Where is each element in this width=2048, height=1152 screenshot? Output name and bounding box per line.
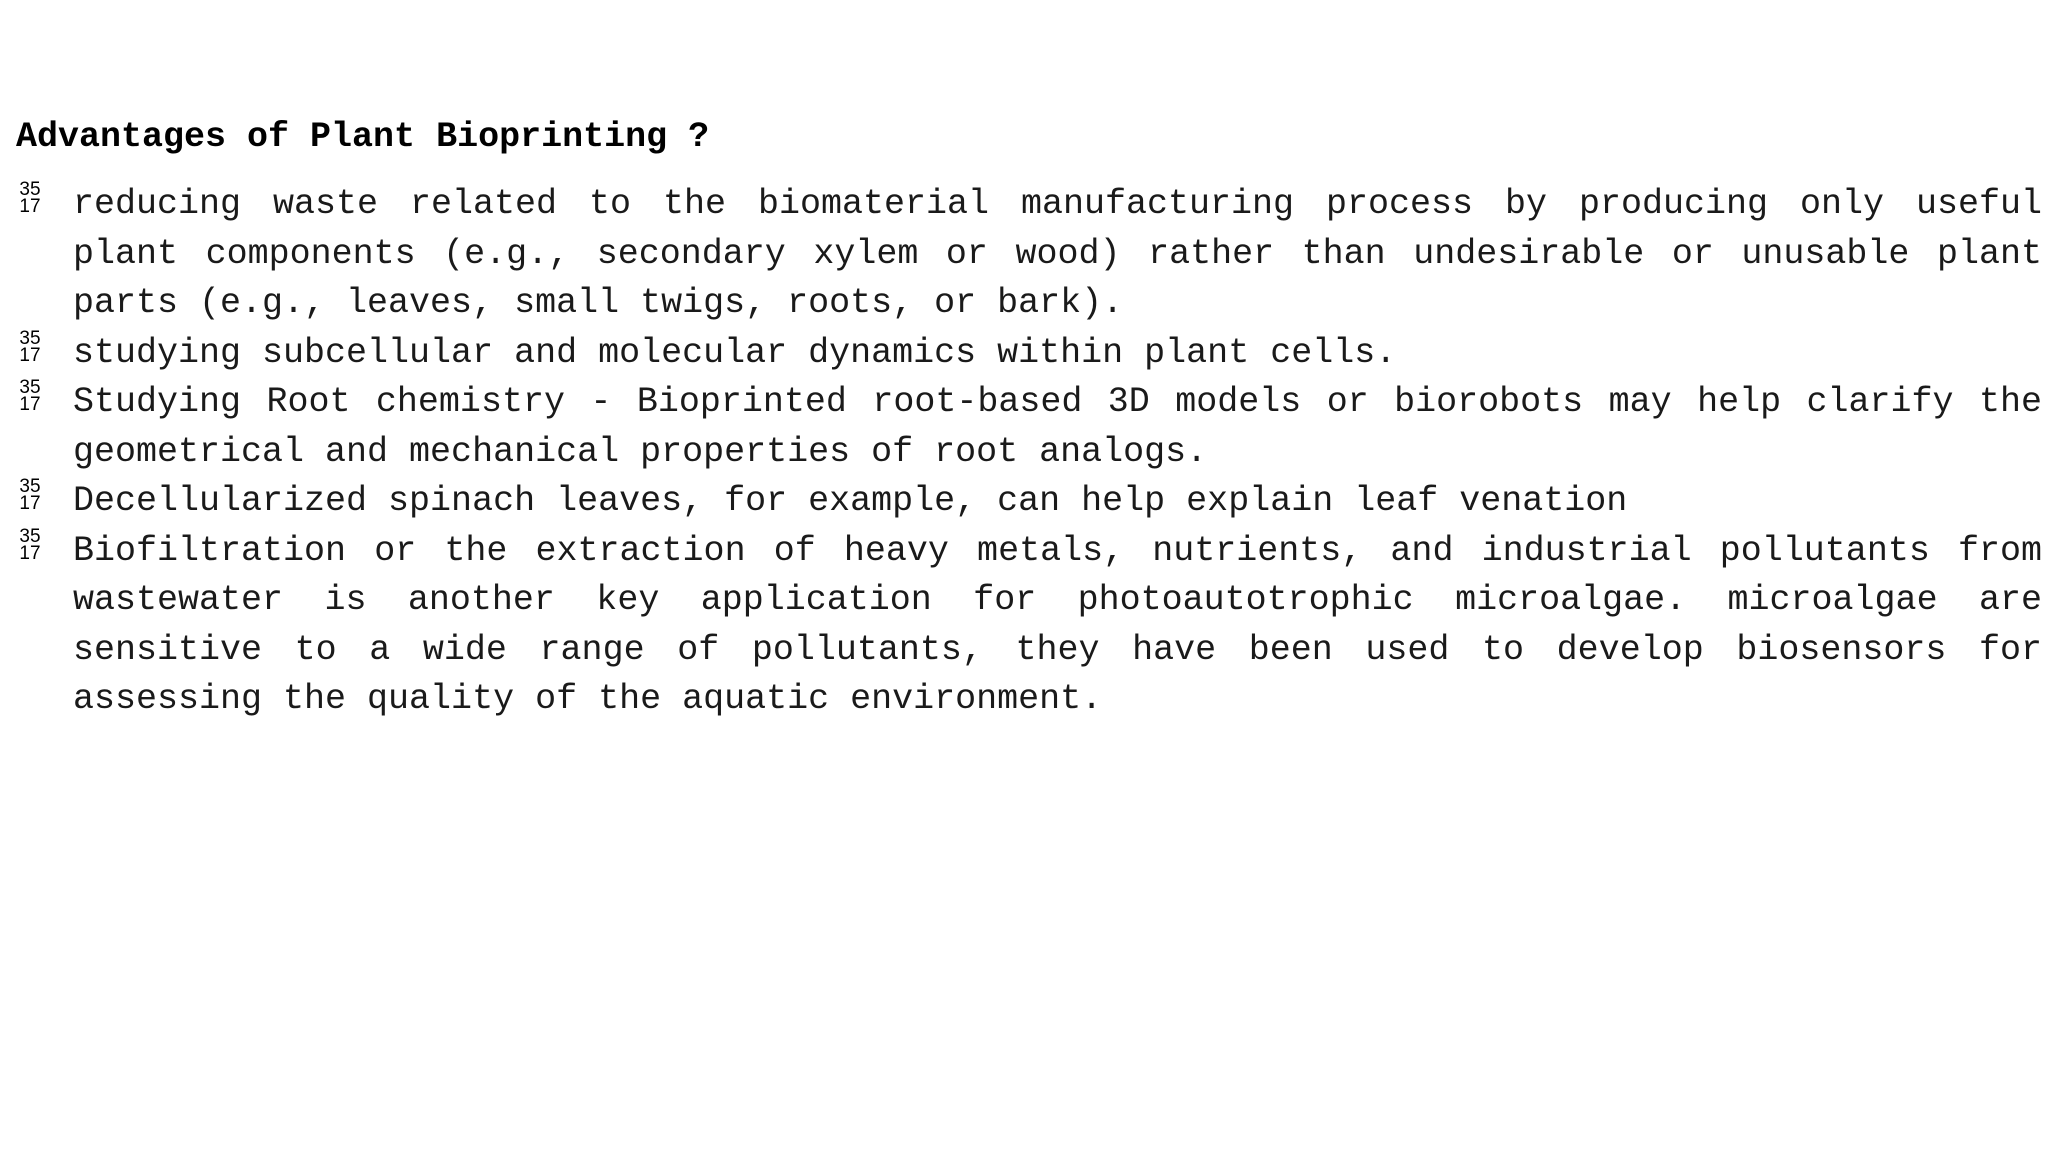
bullet-top-digits: 35	[19, 327, 41, 349]
bullet-bottom-digits: 17	[19, 344, 41, 366]
bullet-list	[16, 180, 2042, 725]
bullet-bottom-digits: 17	[19, 542, 41, 564]
bullet-top-digits: 35	[19, 476, 41, 497]
list-item	[16, 527, 2042, 725]
bullet-bottom-digits: 17	[19, 493, 41, 514]
list-item-text: studying subcellular and molecular dynamics within plant cells.	[73, 332, 1397, 373]
list-item-text: reducing waste related to the biomaterial manufacturing process by producing only useful plant components (e.g., secondary xylem or wood) rather than undesirable or unusable plant parts (e.g., leaves, small twigs, roots, or bark).	[73, 184, 2042, 323]
bullet-icon	[16, 525, 44, 564]
list-item	[16, 378, 2042, 477]
bullet-top-digits: 35	[19, 377, 41, 398]
list-item-text: Biofiltration or the extraction of heavy metals, nutrients, and industrial pollutants from wastewater is another key application for photoautotrophic microalgae. microalgae are sensitive to a wide range of pollutants, they have been used to develop biosensors for assessing the quality of the aquatic environment.	[73, 530, 2042, 719]
list-item-text: Studying Root chemistry - Bioprinted root-based 3D models or biorobots may help clarify the geometrical and mechanical properties of root analogs.	[73, 382, 2042, 472]
bullet-icon	[16, 478, 44, 512]
bullet-icon	[16, 327, 44, 366]
bullet-icon	[16, 379, 44, 413]
list-item	[16, 180, 2042, 329]
bullet-bottom-digits: 17	[19, 196, 41, 217]
list-item	[16, 477, 2042, 527]
bullet-icon	[16, 181, 44, 215]
bullet-top-digits: 35	[19, 179, 41, 200]
bullet-bottom-digits: 17	[19, 394, 41, 415]
list-item-text: Decellularized spinach leaves, for example, can help explain leaf venation	[73, 481, 1628, 521]
list-item	[16, 329, 2042, 379]
bullet-top-digits: 35	[19, 525, 41, 547]
slide-title: Advantages of Plant Bioprinting ?	[16, 117, 710, 157]
